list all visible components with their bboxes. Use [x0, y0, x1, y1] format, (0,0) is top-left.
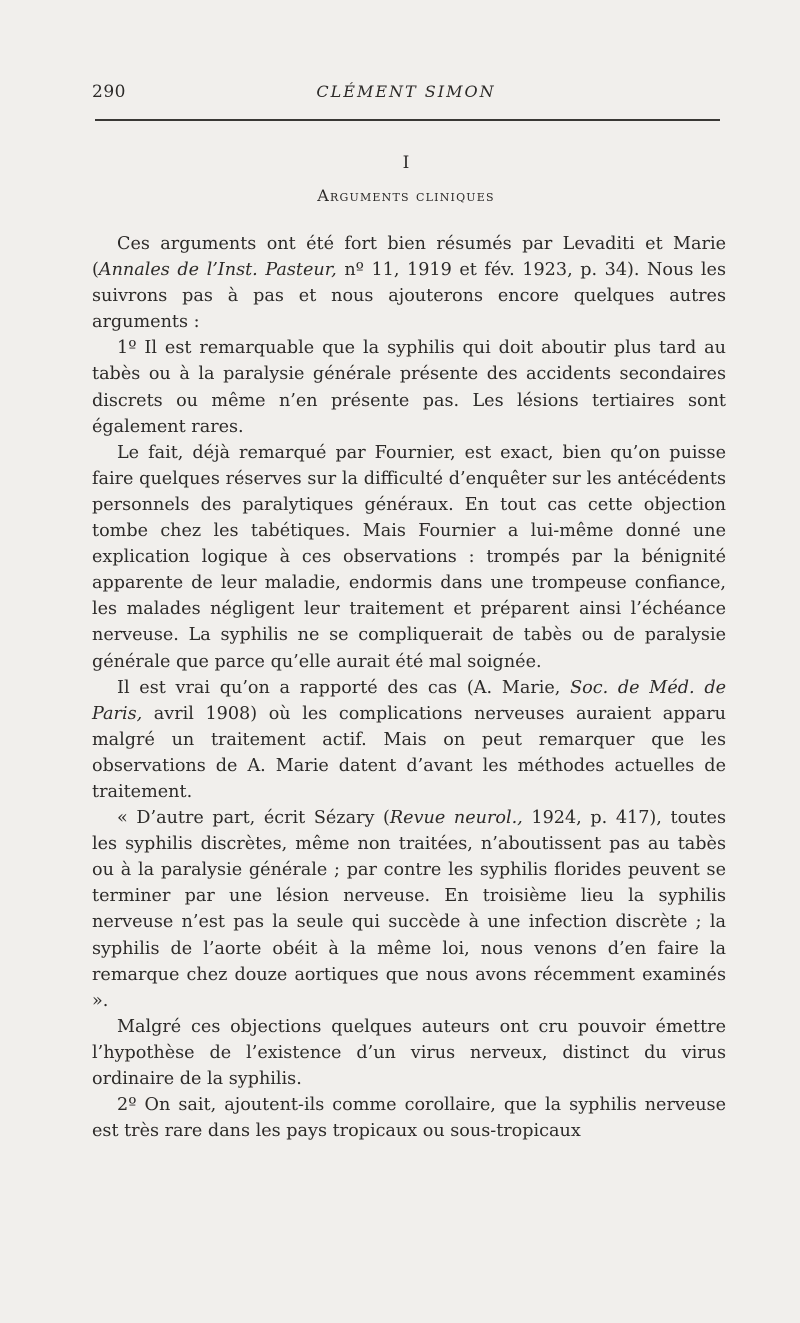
paragraph-text: Il est vrai qu’on a rapporté des cas (A. Marie,: [117, 677, 571, 698]
journal-citation: Revue neurol.,: [389, 808, 523, 829]
paragraph-text: avril 1908) où les complications nerveuses auraient apparu malgré un traitement actif. Mais on peut remarquer que les observations de A. Marie datent d’avant les méthodes actuelles de traitement.: [92, 703, 726, 802]
paragraph-text: 1924, p. 417), toutes les syphilis discrètes, même non traitées, n’aboutissent pas au tabès ou à la paralysie générale ; par contre les syphilis florides peuvent se terminer par une lésion nerveuse. En troisième lieu la syphilis nerveuse n’est pas la seule qui succède à une infection discrète ; la syphilis de l’aorte obéit à la même loi, nous venons d’en faire la remarque chez douze aortiques que nous avons récemment examinés ».: [92, 808, 727, 1011]
running-title: CLÉMENT SIMON: [316, 82, 496, 101]
header-rule: [95, 119, 720, 121]
paragraph-text: nº 11, 1919 et fév. 1923, p. 34). Nous les suivrons pas à pas et nous ajouterons encore quelques autres arguments :: [92, 260, 726, 333]
section-title: Arguments cliniques: [317, 186, 495, 205]
paragraph: [92, 805, 726, 1014]
running-head: [92, 82, 720, 108]
paragraph: 1º Il est remarquable que la syphilis qui doit aboutir plus tard au tabès ou à la paralysie générale présente des accidents secondaires discrets ou même n’en présente pas. Les lésions tertiaires sont également rares.: [92, 338, 726, 437]
body-text: [92, 231, 726, 1144]
paragraph: [92, 231, 726, 335]
paragraph: [92, 675, 726, 805]
paragraph-text: Ces arguments ont été fort bien résumés par Levaditi et Marie (: [92, 234, 726, 281]
journal-citation: Soc. de Méd. de Paris,: [92, 677, 726, 724]
paragraph-text: « D’autre part, écrit Sézary (: [117, 808, 390, 829]
paragraph: 2º On sait, ajoutent-ils comme corollaire, que la syphilis nerveuse est très rare dans les pays tropicaux ou sous-tropicaux: [92, 1095, 726, 1142]
paragraph: Le fait, déjà remarqué par Fournier, est exact, bien qu’on puisse faire quelques réserves sur la difficulté d’enquêter sur les antécédents personnels des paralytiques généraux. En tout cas cette objection tombe chez les tabétiques. Mais Fournier a lui-même donné une explication logique à ces observations : trompés par la bénignité apparente de leur maladie, endormis dans une trompeuse confiance, les malades négligent leur traitement et préparent ainsi l’échéance nerveuse. La syphilis ne se compliquerait de tabès ou de paralysie générale que parce qu’elle aurait été mal soignée.: [92, 442, 726, 672]
journal-citation: Annales de l’Inst. Pasteur,: [98, 260, 337, 281]
page-number: 290: [92, 82, 126, 102]
paragraph: Malgré ces objections quelques auteurs ont cru pouvoir émettre l’hypothèse de l’existence d’un virus nerveux, distinct du virus ordinaire de la syphilis.: [92, 1016, 726, 1089]
section-numeral: I: [402, 153, 410, 173]
